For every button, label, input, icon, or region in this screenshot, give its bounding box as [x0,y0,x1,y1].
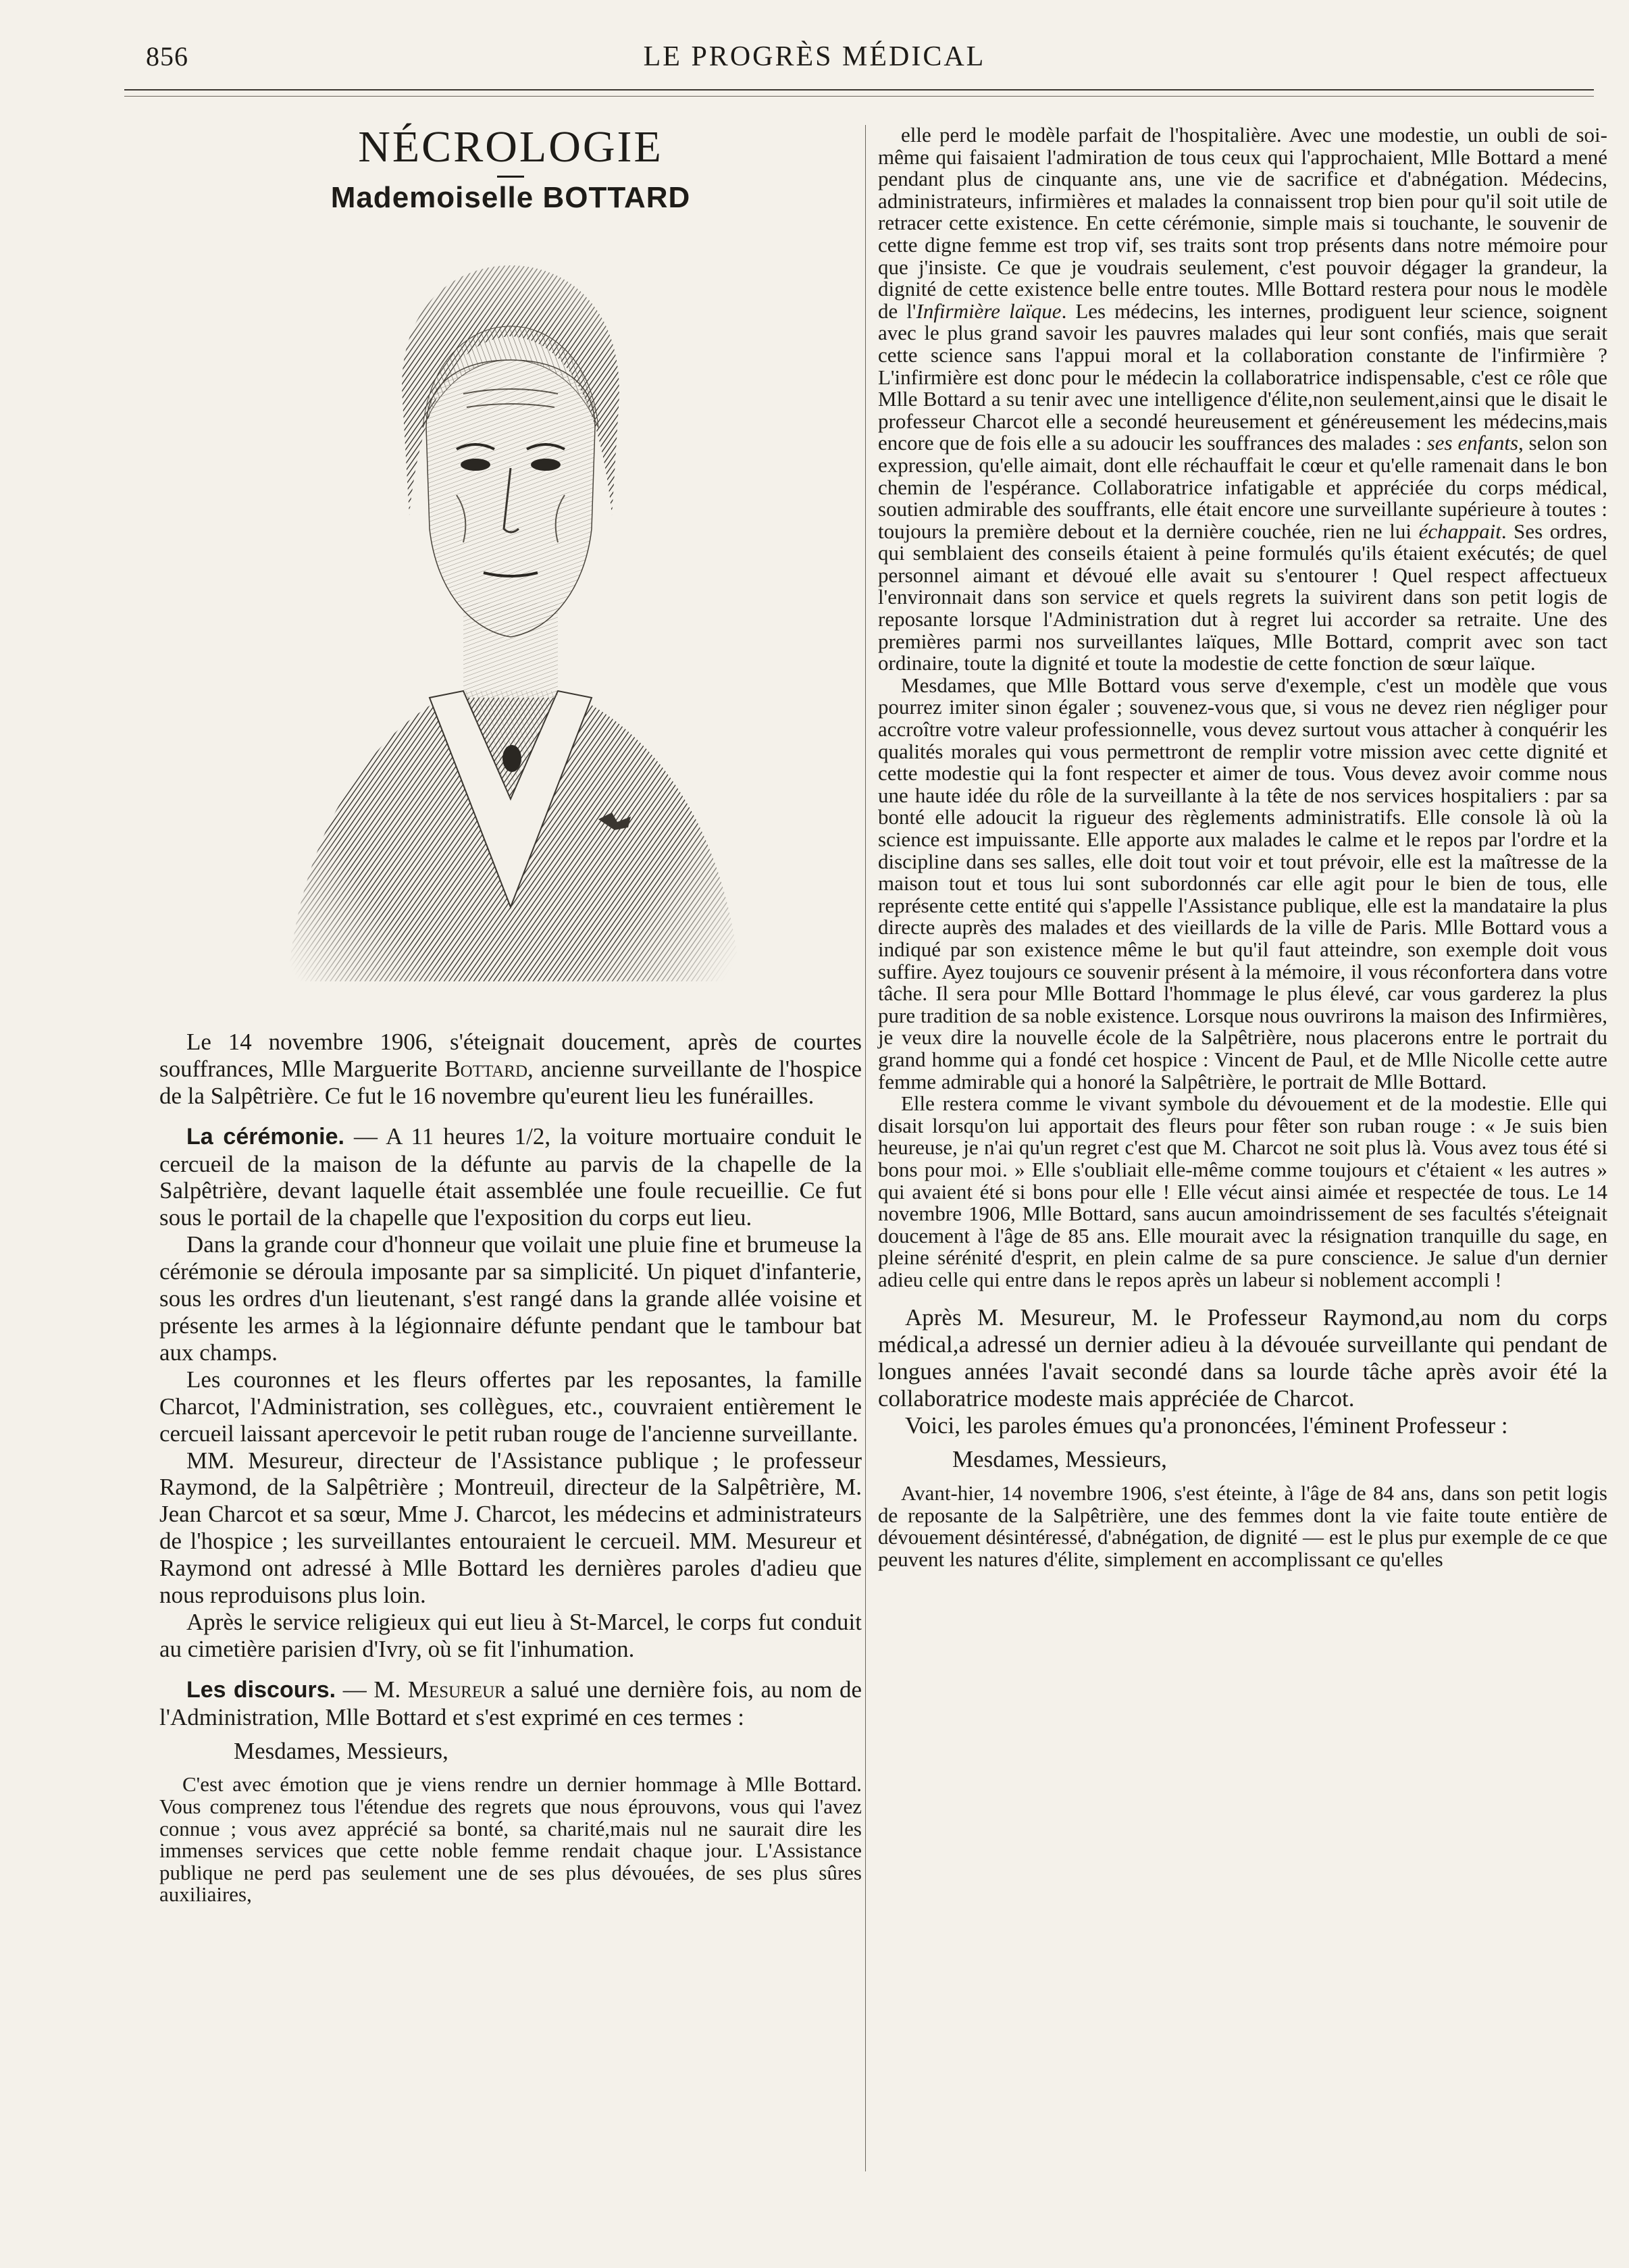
title-dash [497,176,524,178]
runin-discours: Les discours. [186,1676,336,1703]
paragraph-cour: Dans la grande cour d'honneur que voilait une pluie fine et brumeuse la cérémonie se déroula imposante par sa simplicité. Un piquet d'infanterie, sous les ordres d'un lieutenant, s'est rangé dans la grande allée voisine et présente les armes à la légionnaire défunte pendant que le tambour bat aux champs. [159,1231,862,1366]
paragraph-discours: Les discours. — M. Mesureur a salué une dernière fois, au nom de l'Administration, Mlle Bottard et s'est exprimé en ces termes : [159,1676,862,1730]
left-column [159,122,862,1906]
paragraph-couronnes: Les couronnes et les fleurs offertes par les reposantes, la famille Charcot, l'Administration, ses collègues, etc., couvraient entièrement le cercueil laissant apercevoir le petit ruban rouge de l'ancienne surveillante. [159,1366,862,1447]
page-number: 856 [146,41,188,72]
paragraph-service: Après le service religieux qui eut lieu à St-Marcel, le corps fut conduit au cimetière parisien d'Ivry, où se fit l'inhumation. [159,1608,862,1662]
speech-mesureur-continued: elle perd le modèle parfait de l'hospitalière. Avec une modestie, un oubli de soi-même qui faisaient l'admiration de tous ceux qui l'approchaient, Mlle Bottard a mené pendant plus de cinquante ans, une vie de sacrifice et d'abnégation. Médecins, administrateurs, infirmières et malades la connaissent trop bien pour qu'il soit utile de retracer cette existence. En cette cérémonie, simple mais si touchante, le souvenir de cette digne femme est trop vif, ses traits sont trop présents dans notre mémoire pour que j'insiste. Ce que je voudrais seulement, c'est pouvoir dégager la grandeur, la dignité de cette existence belle entre toutes. Mlle Bottard restera pour nous le modèle de l'Infirmière laïque. Les médecins, les internes, prodiguent leur science, soignent avec le plus grand savoir les pauvres malades qui leur sont confiés, mais que serait cette science sans l'appui moral et la collaboration constante de l'infirmière ? L'infirmière est donc pour le médecin la collaboratrice indispensable, c'est ce rôle que Mlle Bottard a su tenir avec une intelligence d'élite,non seulement,ainsi que le disait le professeur Charcot elle a secondé heureusement et généreusement les médecins,mais encore que de fois elle a su adoucir les souffrances des malades : ses enfants, selon son expression, qu'elle aimait, dont elle réchauffait le cœur et qu'elle ramenait dans le bon chemin de l'espérance. Collaboratrice infatigable et appréciée du corps médical, soutien admirable des souffrants, elle était encore une surveillante supérieure à toutes : toujours la première debout et la dernière couchée, rien ne lui échappait. Ses ordres, qui semblaient des conseils étaient à peine formulés qu'ils étaient exécutés; de quel personnel aimant et dévoué elle avait su s'entourer ! Quel respect affectueux l'environnait dans son service et quels regrets la suivirent dans son petit logis de reposante lorsque l'Administration dut à regret lui accorder sa retraite. Une des premières parmi nos surveillantes laïques, Mlle Bottard, comprit avec son tact ordinaire, toute la dignité et toute la modestie de cette fonction de sœur laïque. [878,123,1608,675]
paragraph-intro: Le 14 novembre 1906, s'éteignait doucement, après de courtes souffrances, Mlle Marguerite Bottard, ancienne surveillante de l'hospice de la Salpêtrière. Ce fut le 16 novembre qu'eurent lieu les funérailles. [159,1028,862,1109]
portrait-engraving [261,225,760,1002]
page-header [0,0,1629,108]
paragraph-raymond-lead: Voici, les paroles émues qu'a prononcées, l'éminent Professeur : [905,1412,1508,1439]
speech-mesureur-exhortation: Mesdames, que Mlle Bottard vous serve d'exemple, c'est un modèle que vous pourrez imiter sinon égaler ; souvenez-vous que, si vous ne devez rien négliger pour accroître votre valeur professionnelle, vous devez surtout vous attacher à conquérir les qualités morales qui vous permettront de remplir votre mission avec cette dignité et cette modestie qui la font respecter et aimer de tous. Vous devez avoir comme nous une haute idée du rôle de la surveillante à la tête de nos services hospitaliers : par sa bonté elle adoucit la rigueur des règlements administratifs. Elle console là où la science est impuissante. Elle apporte aux malades le calme et le repos par l'ordre et la discipline dans ses salles, elle doit tout voir et tout prévoir, elle est la maîtresse de la maison tout et tous lui sont subordonnés car elle agit pour le bien de tous, elle représente cette entité qui s'appelle l'Assistance publique, elle est la mandataire la plus directe auprès des malades et des vieillards de la ville de Paris. Mlle Bottard vous a indiqué par son existence même le but qu'il faut atteindre, son exemple doit vous suffire. Ayez toujours ce souvenir présent à la mémoire, il vous réconfortera dans votre tâche. Il sera pour Mlle Bottard l'hommage le plus élevé, car vous garderez la plus pure tradition de sa noble existence. Lorsque nous ouvrirons la maison des Infirmières, je veux dire la nouvelle école de la Salpêtrière, nous placerons entre le portrait du grand homme qui a fondé cet hospice : Vincent de Paul, et de Mlle Nicolle cette autre femme admirable qui a honoré la Salpêtrière, le portrait de Mlle Bottard. [878,673,1607,1093]
column-divider [865,125,866,2171]
salutation-mesureur: Mesdames, Messieurs, [234,1737,448,1764]
header-rule [124,89,1594,91]
journal-title: LE PROGRÈS MÉDICAL [643,41,986,72]
speech-raymond-start: Avant-hier, 14 novembre 1906, s'est éteinte, à l'âge de 84 ans, dans son petit logis de reposante de la Salpêtrière, une des femmes dont la vie faite toute entière de dévouement désintéressé, d'abnégation, de dignité — est le plus pur exemple de ce que peuvent les natures d'élite, simplement en accomplissant ce qu'elles [878,1480,1607,1571]
paragraph-raymond-intro: Après M. Mesureur, M. le Professeur Raymond,au nom du corps médical,a adressé un dernier adieu à la dévouée surveillante qui pendant de longues années l'avait secondé dans sa lourde tâche après avoir été la collaboratrice modeste mais appréciée de Charcot. [878,1304,1607,1412]
article-subject: Mademoiselle BOTTARD [330,181,691,214]
paragraph-attendees: MM. Mesureur, directeur de l'Assistance publique ; le professeur Raymond, de la Salpêtrière ; Montreuil, directeur de la Salpêtrière, M. Jean Charcot et sa sœur, Mme J. Charcot, les médecins et administrateurs de l'hospice ; les surveillantes entouraient le cercueil. MM. Mesureur et Raymond ont adressé à Mlle Bottard les dernières paroles d'adieu que nous reproduisons plus loin. [159,1447,862,1609]
right-column [878,124,1607,1570]
salutation-raymond: Mesdames, Messieurs, [952,1446,1167,1472]
speech-mesureur-closing: Elle restera comme le vivant symbole du dévouement et de la modestie. Elle qui disait lorsqu'on lui apportait des fleurs pour fêter son ruban rouge : « Je suis bien heureuse, je n'ai qu'un regret c'est que M. Charcot ne soit plus là. Vous avez tous été si bons pour moi. » Elle s'oubliait elle-même comme toujours et c'étaient « les autres » qui avaient été si bons pour elle ! Elle vécut ainsi aimée et respectée de tous. Le 14 novembre 1906, Mlle Bottard, sans aucun amoindrissement de ses facultés s'éteignait doucement à l'âge de 85 ans. Elle mourait avec la résignation tranquille du sage, en pleine sérénité d'esprit, en plein calme de sa pure conscience. Je salue d'un dernier adieu celle qui entre dans le repos après un labeur si noblement accompli ! [878,1091,1607,1291]
runin-ceremonie: La cérémonie. [186,1123,344,1150]
speech-mesureur-start: C'est avec émotion que je viens rendre un dernier hommage à Mlle Bottard. Vous comprenez tous l'étendue des regrets que nous éprouvons, vous qui l'avez connue ; vous avez apprécié sa bonté, sa charité,mais nul ne saurait dire les immenses services que cette noble femme rendait chaque jour. L'Assistance publique ne perd pas seulement une de ses plus dévouées, de ses plus sûres auxiliaires, [159,1772,862,1907]
header-rule-thin [124,96,1594,97]
paragraph-ceremonie: La cérémonie. — A 11 heures 1/2, la voiture mortuaire conduit le cercueil de la maison de la défunte au parvis de la chapelle de la Salpêtrière, devant laquelle était assemblée une foule recueillie. Ce fut sous le portail de la chapelle que l'exposition du corps eut lieu. [159,1123,862,1231]
section-title: NÉCROLOGIE [358,122,663,172]
